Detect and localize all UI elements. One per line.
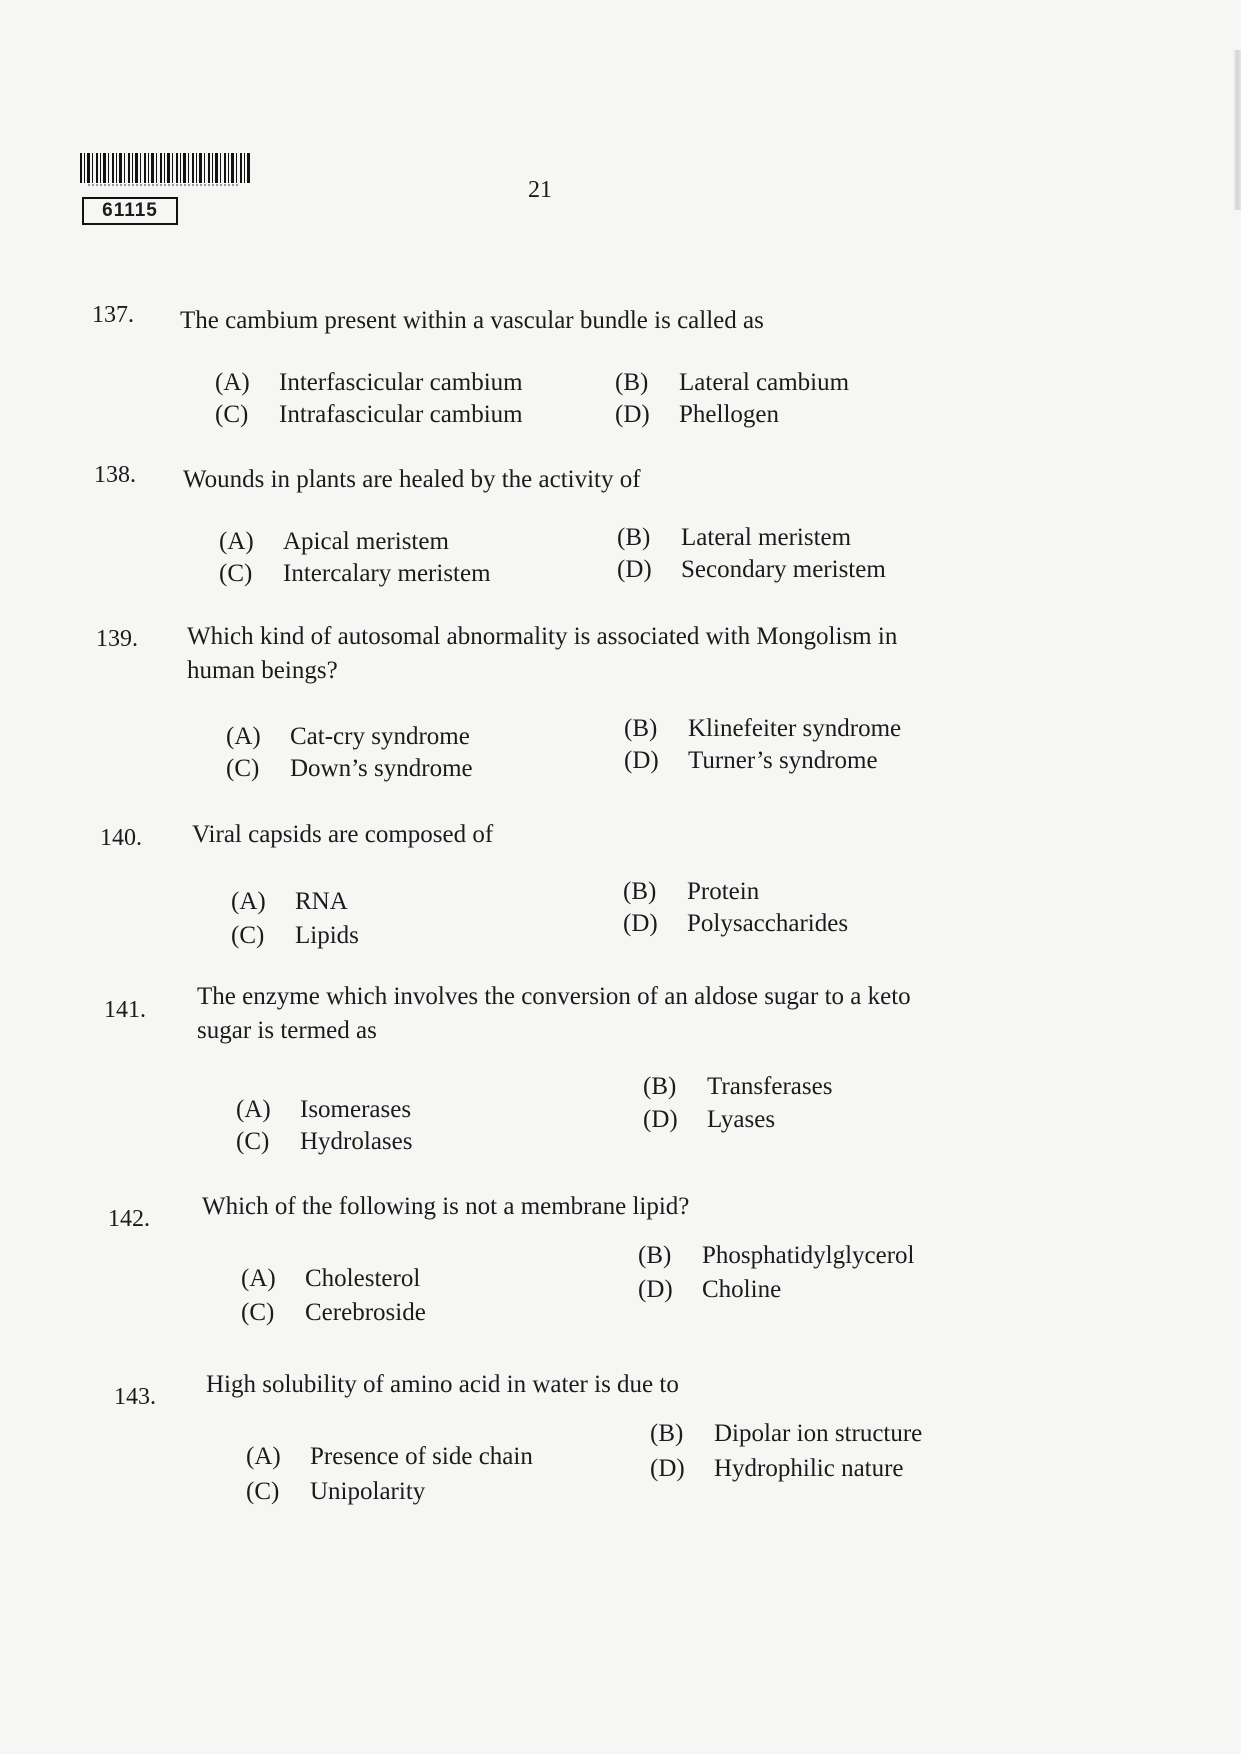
option-b bbox=[643, 1073, 832, 1101]
option-text: Apical meristem bbox=[283, 528, 449, 555]
option-letter: (D) bbox=[643, 1106, 678, 1133]
option-text: Down’s syndrome bbox=[290, 755, 473, 782]
option-text: Unipolarity bbox=[310, 1478, 426, 1505]
option-text: Phellogen bbox=[679, 401, 779, 428]
option-text: Choline bbox=[702, 1276, 782, 1303]
option-letter: (A) bbox=[215, 369, 250, 396]
option-text: Lipids bbox=[295, 922, 359, 949]
option-letter: (D) bbox=[623, 910, 658, 937]
question-text: The cambium present within a vascular bundle is called as bbox=[180, 307, 764, 334]
option-d bbox=[615, 401, 779, 429]
option-b bbox=[623, 878, 759, 906]
option-text: Hydrolases bbox=[300, 1128, 413, 1155]
barcode bbox=[80, 153, 252, 183]
option-text: Transferases bbox=[707, 1073, 833, 1100]
option-a bbox=[215, 369, 523, 397]
question-text-line-2: human beings? bbox=[187, 657, 338, 684]
question-text-line-1: Which kind of autosomal abnormality is associated with Mongolism in bbox=[187, 623, 898, 650]
question-number: 139. bbox=[96, 626, 138, 652]
option-d bbox=[643, 1106, 775, 1134]
option-text: Polysaccharides bbox=[687, 910, 849, 937]
scan-edge-mark bbox=[1233, 50, 1241, 210]
option-letter: (D) bbox=[617, 556, 652, 583]
option-text: Isomerases bbox=[300, 1096, 412, 1123]
option-letter: (C) bbox=[215, 401, 249, 428]
option-text: Turner’s syndrome bbox=[688, 747, 878, 774]
question-number: 140. bbox=[100, 825, 142, 851]
option-text: RNA bbox=[295, 888, 348, 915]
option-text: Intercalary meristem bbox=[283, 560, 491, 587]
question-number: 137. bbox=[92, 302, 134, 328]
option-b bbox=[638, 1242, 914, 1270]
question-number: 143. bbox=[114, 1384, 156, 1410]
option-letter: (B) bbox=[615, 369, 649, 396]
option-text: Dipolar ion structure bbox=[714, 1420, 923, 1447]
option-c bbox=[219, 560, 491, 588]
option-c bbox=[241, 1299, 426, 1327]
option-b bbox=[624, 715, 901, 743]
question-text bbox=[197, 980, 911, 1048]
option-text: Phosphatidylglycerol bbox=[702, 1242, 915, 1269]
option-letter: (C) bbox=[226, 755, 260, 782]
question-text: Wounds in plants are healed by the activity of bbox=[183, 466, 641, 493]
option-letter: (B) bbox=[643, 1073, 677, 1100]
option-text: Klinefeiter syndrome bbox=[688, 715, 902, 742]
option-text: Interfascicular cambium bbox=[279, 369, 523, 396]
option-text: Cerebroside bbox=[305, 1299, 426, 1326]
option-a bbox=[231, 888, 348, 916]
option-d bbox=[617, 556, 886, 584]
option-text: Lateral meristem bbox=[681, 524, 852, 551]
option-a bbox=[226, 723, 470, 751]
option-d bbox=[650, 1455, 904, 1483]
option-letter: (B) bbox=[624, 715, 658, 742]
option-letter: (C) bbox=[231, 922, 265, 949]
page-number: 21 bbox=[528, 177, 552, 203]
option-letter: (A) bbox=[236, 1096, 271, 1123]
option-letter: (D) bbox=[638, 1276, 673, 1303]
option-text: Protein bbox=[687, 878, 760, 905]
option-letter: (A) bbox=[226, 723, 261, 750]
option-b bbox=[617, 524, 851, 552]
question-text: Viral capsids are composed of bbox=[192, 821, 494, 848]
option-letter: (C) bbox=[236, 1128, 270, 1155]
option-b bbox=[615, 369, 849, 397]
option-c bbox=[231, 922, 359, 950]
option-letter: (B) bbox=[638, 1242, 672, 1269]
question-text-line-2: sugar is termed as bbox=[197, 1017, 377, 1044]
option-letter: (A) bbox=[231, 888, 266, 915]
option-letter: (A) bbox=[241, 1265, 276, 1292]
option-d bbox=[624, 747, 878, 775]
option-d bbox=[638, 1276, 781, 1304]
option-c bbox=[236, 1128, 412, 1156]
option-letter: (B) bbox=[623, 878, 657, 905]
option-text: Presence of side chain bbox=[310, 1443, 533, 1470]
question-text-line-1: The enzyme which involves the conversion of an aldose sugar to a keto bbox=[197, 983, 911, 1010]
option-a bbox=[236, 1096, 411, 1124]
option-c bbox=[226, 755, 473, 783]
question-text: High solubility of amino acid in water is due to bbox=[206, 1371, 679, 1398]
option-letter: (C) bbox=[219, 560, 253, 587]
option-letter: (C) bbox=[241, 1299, 275, 1326]
option-text: Cat-cry syndrome bbox=[290, 723, 470, 750]
option-b bbox=[650, 1420, 922, 1448]
option-letter: (D) bbox=[615, 401, 650, 428]
question-number: 138. bbox=[94, 462, 136, 488]
option-text: Secondary meristem bbox=[681, 556, 886, 583]
option-d bbox=[623, 910, 848, 938]
option-text: Lateral cambium bbox=[679, 369, 850, 396]
option-c bbox=[246, 1478, 425, 1506]
option-letter: (D) bbox=[650, 1455, 685, 1482]
question-number: 142. bbox=[108, 1206, 150, 1232]
option-a bbox=[246, 1443, 533, 1471]
option-a bbox=[219, 528, 449, 556]
option-c bbox=[215, 401, 523, 429]
paper-code-box: 61115 bbox=[82, 197, 178, 225]
option-text: Cholesterol bbox=[305, 1265, 421, 1292]
option-text: Hydrophilic nature bbox=[714, 1455, 904, 1482]
option-letter: (B) bbox=[617, 524, 651, 551]
question-number: 141. bbox=[104, 997, 146, 1023]
option-letter: (C) bbox=[246, 1478, 280, 1505]
option-text: Lyases bbox=[707, 1106, 776, 1133]
question-text bbox=[187, 620, 897, 688]
option-text: Intrafascicular cambium bbox=[279, 401, 523, 428]
option-a bbox=[241, 1265, 420, 1293]
question-text: Which of the following is not a membrane lipid? bbox=[202, 1193, 690, 1220]
option-letter: (A) bbox=[219, 528, 254, 555]
option-letter: (A) bbox=[246, 1443, 281, 1470]
option-letter: (B) bbox=[650, 1420, 684, 1447]
option-letter: (D) bbox=[624, 747, 659, 774]
barcode-dots bbox=[88, 184, 238, 192]
